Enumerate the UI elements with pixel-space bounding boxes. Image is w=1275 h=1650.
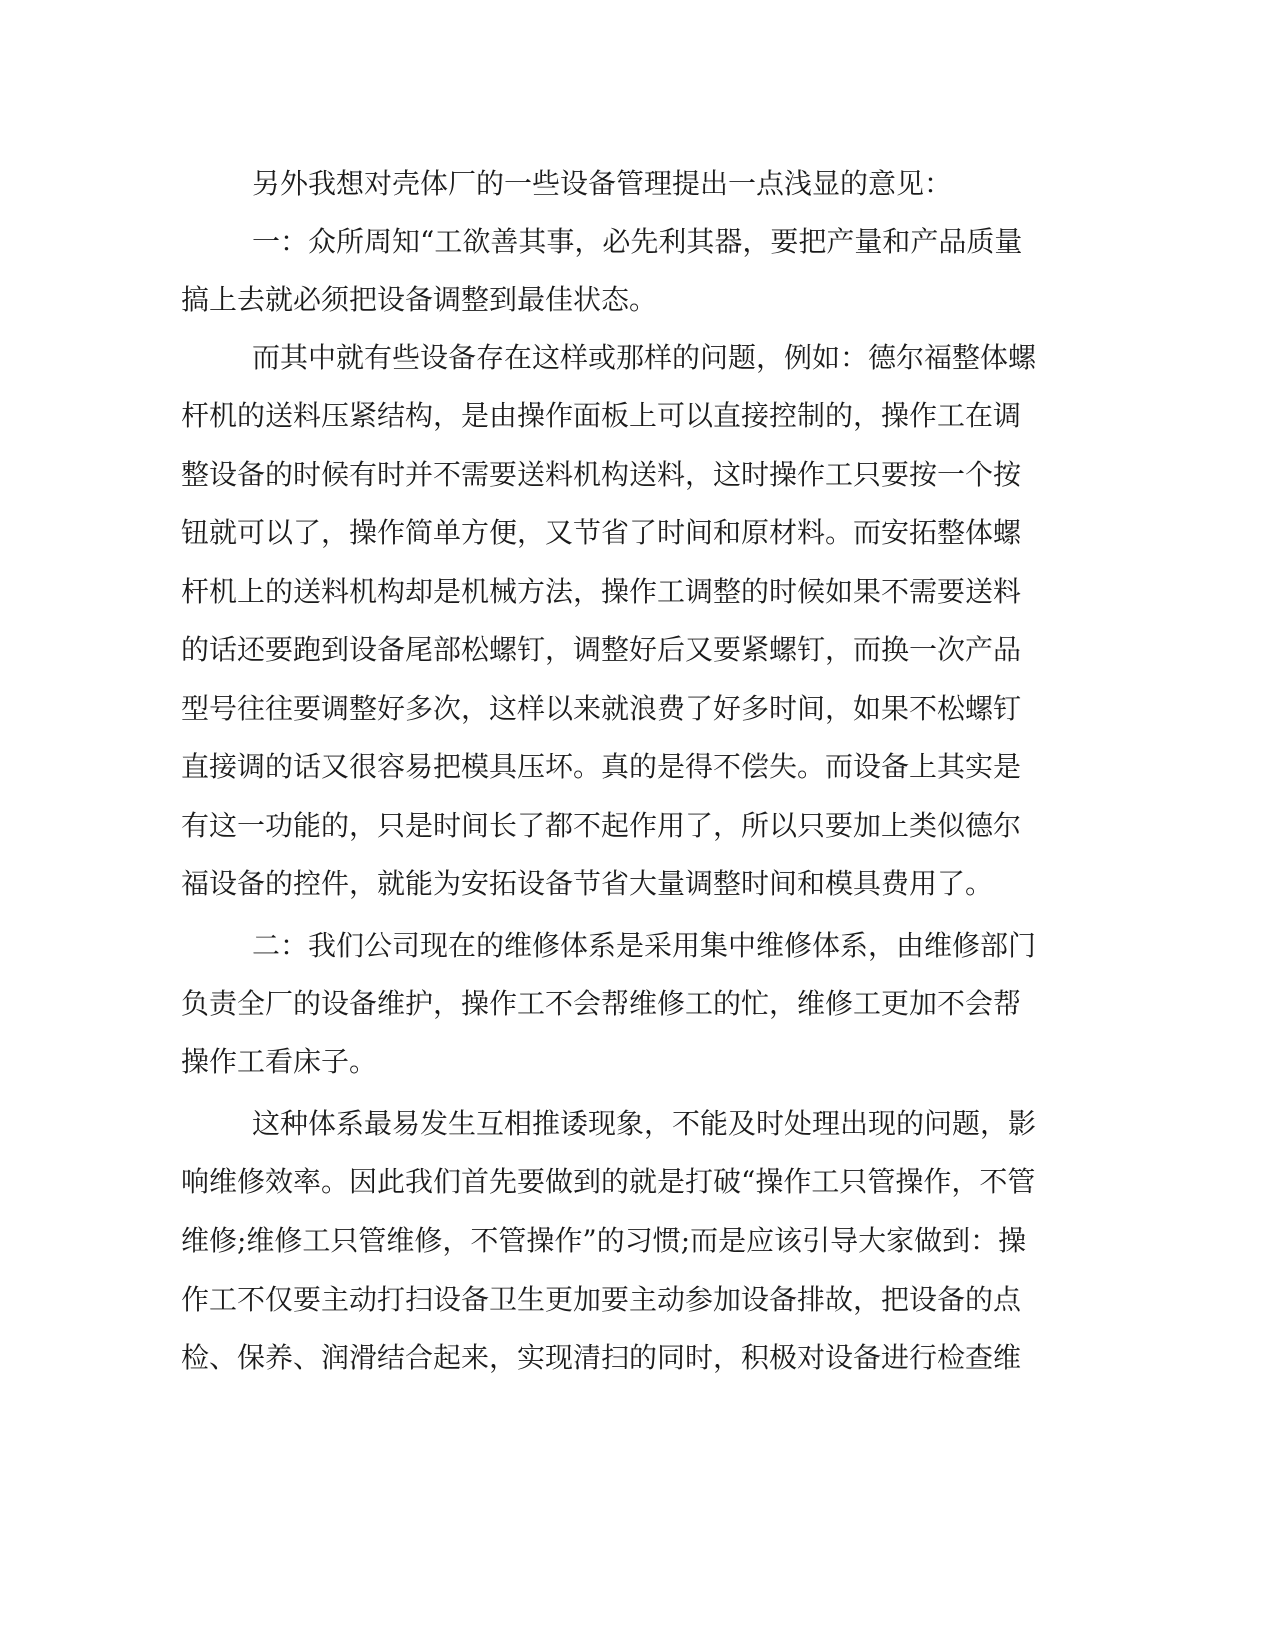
text-line: 响维修效率。因此我们首先要做到的就是打破“操作工只管操作，不管: [181, 1165, 1036, 1198]
text-line: 直接调的话又很容易把模具压坏。真的是得不偿失。而设备上其实是: [181, 750, 1022, 783]
text-line: 整设备的时候有时并不需要送料机构送料，这时操作工只要按一个按: [181, 458, 1022, 491]
text-line: 钮就可以了，操作简单方便，又节省了时间和原材料。而安拓整体螺: [181, 516, 1022, 549]
text-line: 的话还要跑到设备尾部松螺钉，调整好后又要紧螺钉，而换一次产品: [181, 633, 1022, 666]
text-line: 操作工看床子。: [181, 1045, 378, 1078]
text-line: 这种体系最易发生互相推诿现象，不能及时处理出现的问题，影: [252, 1107, 1037, 1140]
text-line: 有这一功能的，只是时间长了都不起作用了，所以只要加上类似德尔: [181, 809, 1022, 842]
text-line: 另外我想对壳体厂的一些设备管理提出一点浅显的意见：: [252, 167, 953, 200]
text-line: 型号往往要调整好多次，这样以来就浪费了好多时间，如果不松螺钉: [181, 692, 1022, 725]
text-line: 而其中就有些设备存在这样或那样的问题，例如：德尔福整体螺: [252, 341, 1037, 374]
text-line: 作工不仅要主动打扫设备卫生更加要主动参加设备排故，把设备的点: [181, 1283, 1022, 1316]
text-line: 福设备的控件，就能为安拓设备节省大量调整时间和模具费用了。: [181, 867, 994, 900]
text-line: 维修;维修工只管维修，不管操作”的习惯;而是应该引导大家做到：操: [181, 1224, 1027, 1257]
text-line: 一：众所周知“工欲善其事，必先利其器，要把产量和产品质量: [252, 225, 1023, 258]
text-line: 负责全厂的设备维护，操作工不会帮维修工的忙，维修工更加不会帮: [181, 987, 1022, 1020]
text-line: 杆机上的送料机构却是机械方法，操作工调整的时候如果不需要送料: [181, 575, 1022, 608]
text-line: 检、保养、润滑结合起来，实现清扫的同时，积极对设备进行检查维: [181, 1341, 1022, 1374]
text-line: 杆机的送料压紧结构，是由操作面板上可以直接控制的，操作工在调: [181, 399, 1022, 432]
text-line: 搞上去就必须把设备调整到最佳状态。: [181, 283, 658, 316]
text-line: 二：我们公司现在的维修体系是采用集中维修体系，由维修部门: [252, 929, 1037, 962]
